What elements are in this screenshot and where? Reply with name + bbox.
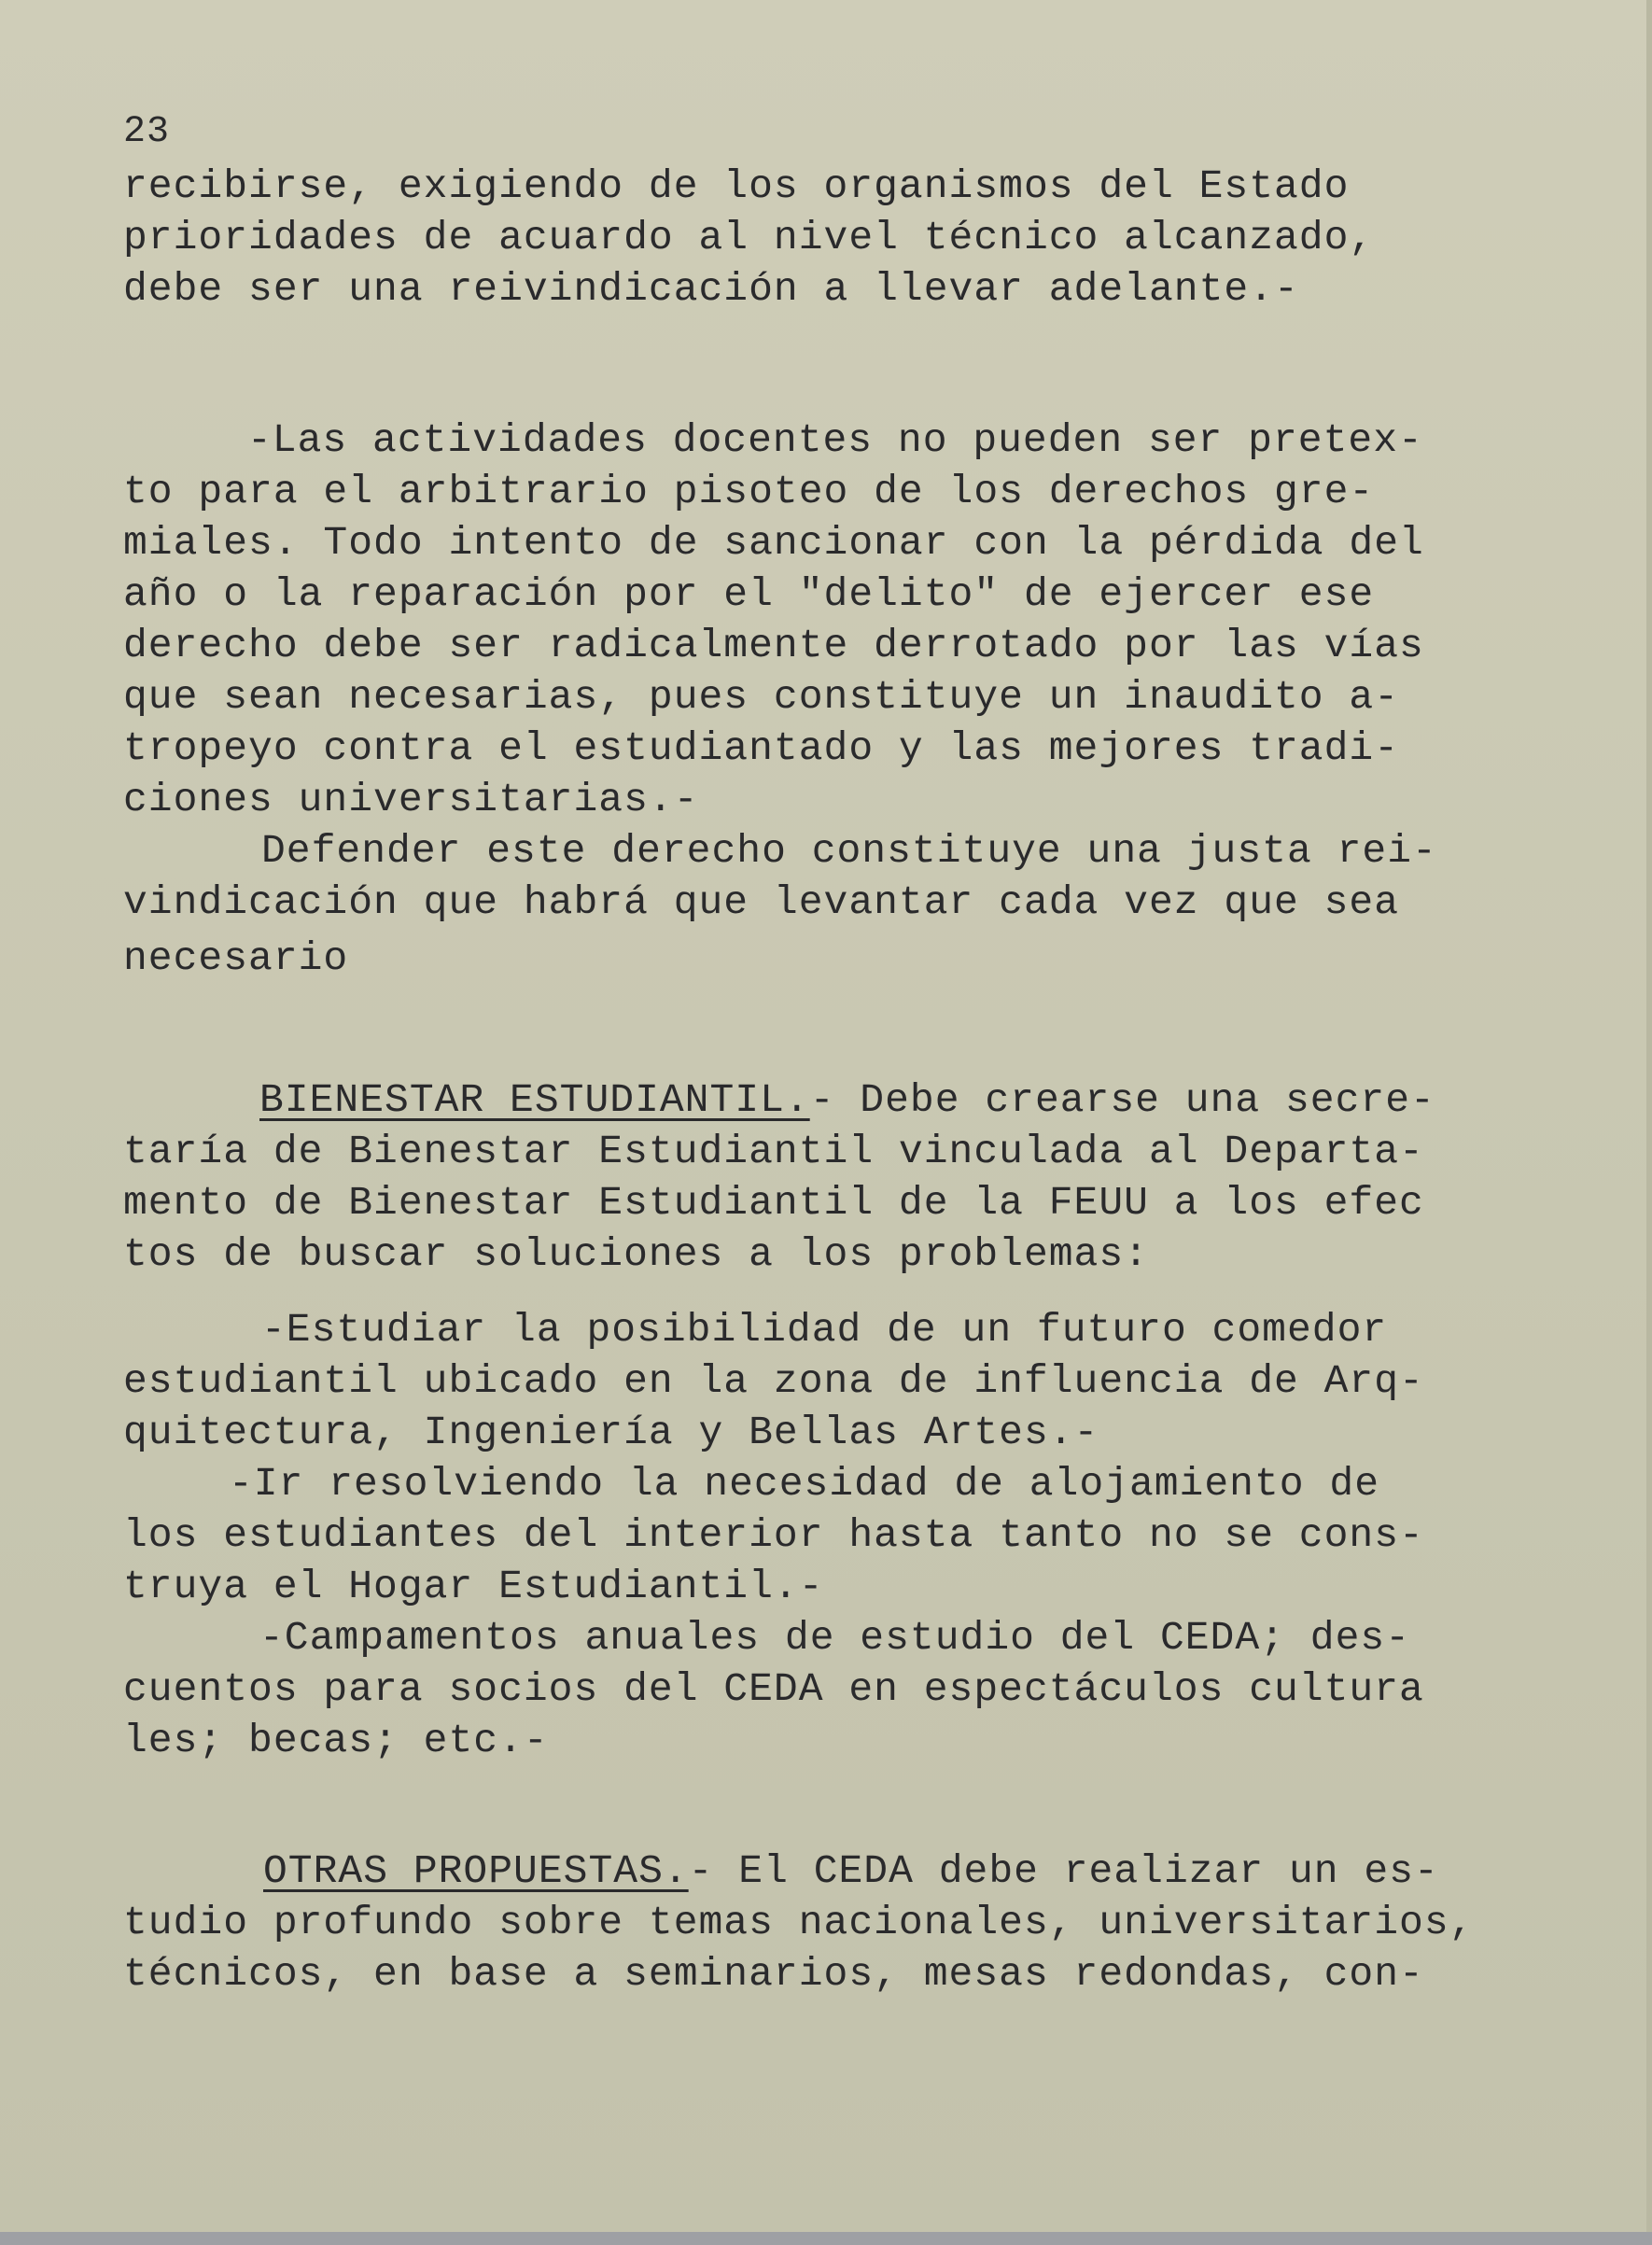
text-line: les; becas; etc.- [123,1718,549,1763]
text-line: los estudiantes del interior hasta tanto no se cons- [123,1512,1424,1558]
section-line-otras [263,1848,1439,1894]
text-line: taría de Bienestar Estudiantil vinculada al Departa- [123,1129,1424,1174]
text-line: necesario [123,935,349,981]
text-line: tropeyo contra el estudiantado y las mejores tradi- [123,725,1400,771]
section-line-bienestar [259,1077,1435,1123]
text-line: año o la reparación por el "delito" de ejercer ese [123,571,1375,617]
section-heading-text: - El CEDA debe realizar un es- [688,1848,1439,1894]
section-heading-text: - Debe crearse una secre- [809,1077,1435,1123]
text-line: prioridades de acuardo al nivel técnico alcanzado, [123,215,1375,260]
text-line: mento de Bienestar Estudiantil de la FEUU a los efec [123,1180,1424,1226]
text-line: quitectura, Ingeniería y Bellas Artes.- [123,1410,1099,1455]
text-line: -Las actividades docentes no pueden ser pretex- [247,417,1423,463]
text-line: -Ir resolviendo la necesidad de alojamiento de [229,1461,1379,1507]
section-heading-otras: OTRAS PROPUESTAS. [263,1848,689,1894]
text-line: debe ser una reivindicación a llevar adelante.- [123,266,1299,312]
text-line: vindicación que habrá que levantar cada vez que sea [123,879,1400,925]
page-edge-bottom [0,2232,1652,2245]
section-heading-bienestar: BIENESTAR ESTUDIANTIL. [259,1077,810,1123]
page-number: 23 [123,111,171,153]
text-line: Defender este derecho constituye una justa rei- [261,828,1437,874]
text-line: truya el Hogar Estudiantil.- [123,1564,824,1609]
text-line: -Campamentos anuales de estudio del CEDA; des- [259,1615,1410,1661]
text-line: to para el arbitrario pisoteo de los derechos gre- [123,469,1375,514]
page-edge-right [1646,0,1652,2245]
text-line: -Estudiar la posibilidad de un futuro comedor [261,1307,1388,1353]
text-line: que sean necesarias, pues constituye un inaudito a- [123,674,1400,720]
text-line: tudio profundo sobre temas nacionales, universitarios, [123,1900,1475,1945]
text-line: tos de buscar soluciones a los problemas: [123,1231,1149,1277]
text-line: cuentos para socios del CEDA en espectáculos cultura [123,1666,1424,1712]
text-line: ciones universitarias.- [123,777,699,822]
text-line: técnicos, en base a seminarios, mesas redondas, con- [123,1951,1424,1997]
text-line: miales. Todo intento de sancionar con la pérdida del [123,520,1424,566]
text-line: derecho debe ser radicalmente derrotado por las vías [123,623,1424,668]
text-line: estudiantil ubicado en la zona de influencia de Arq- [123,1358,1424,1404]
text-line: recibirse, exigiendo de los organismos del Estado [123,163,1350,209]
